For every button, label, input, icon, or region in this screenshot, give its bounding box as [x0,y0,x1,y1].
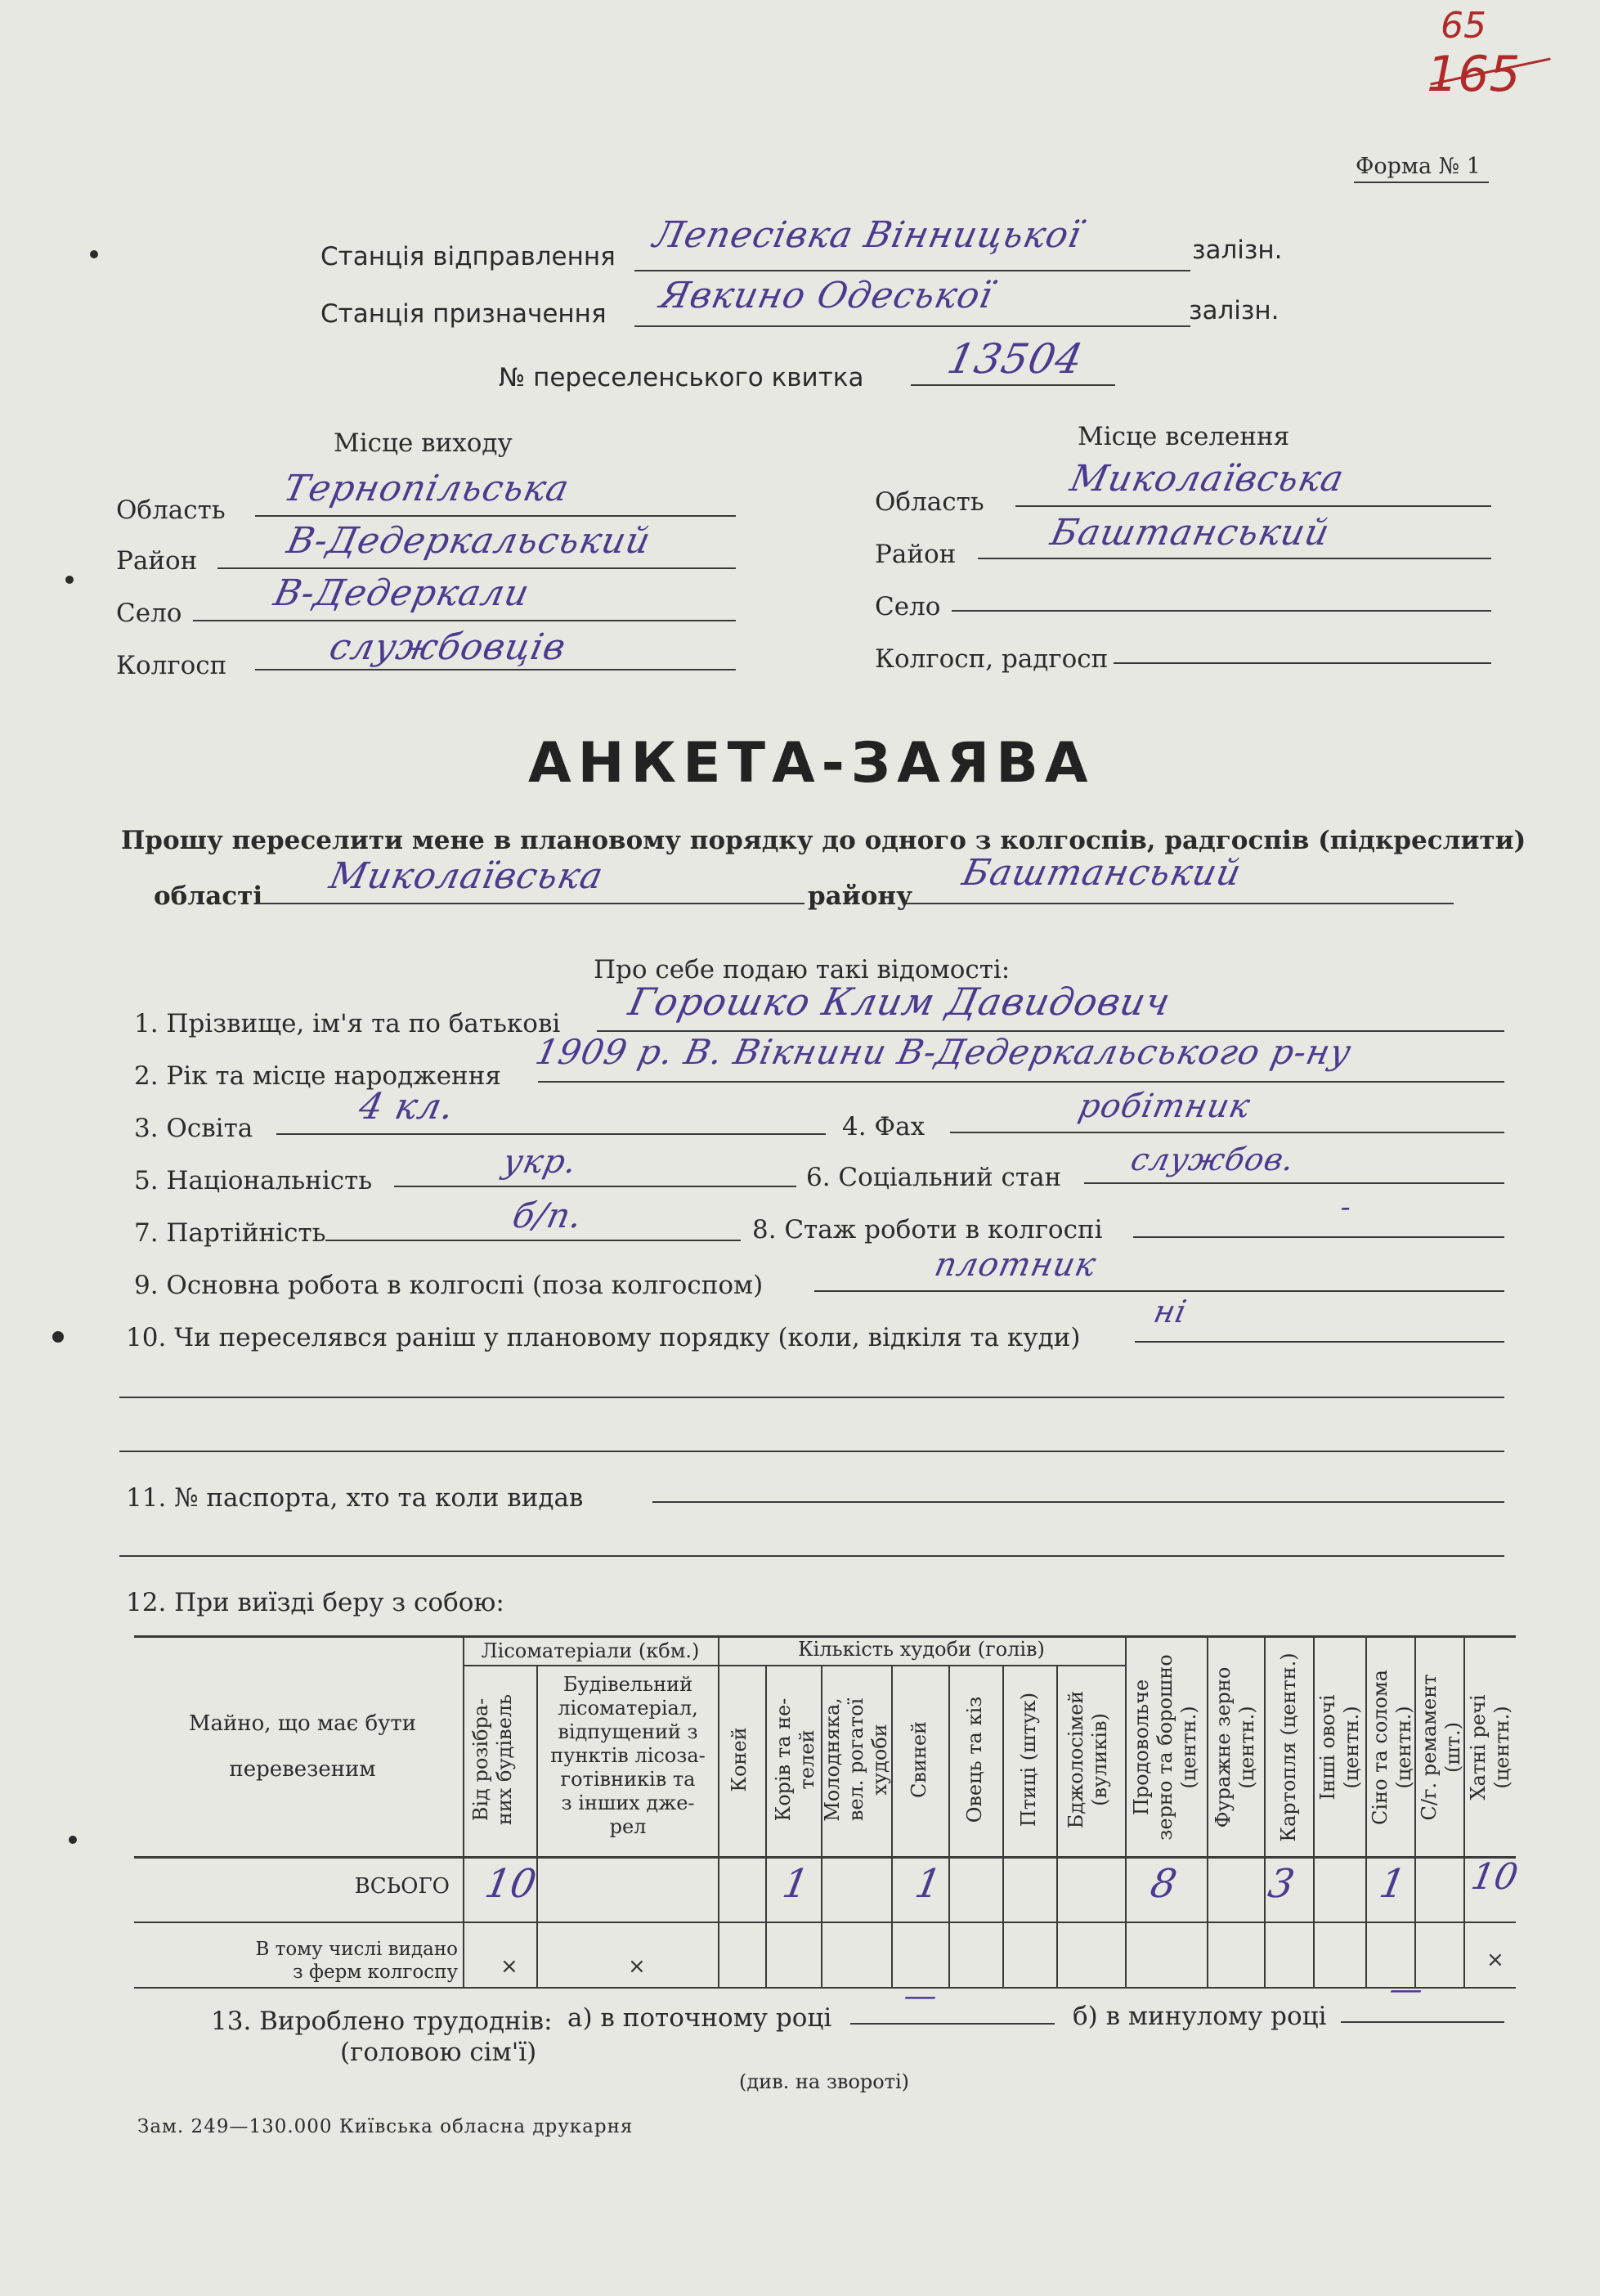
dest-oblast-value: Миколаївська [1066,458,1348,500]
request-raion-label: району [808,881,912,911]
col-hay-header: Сіно та солома (центн.) [1369,1670,1415,1825]
dest-selo-label: Село [875,592,941,621]
issued-household-cross: × [1486,1948,1504,1972]
total-household-value: 10 [1468,1856,1522,1898]
punch-hole [90,250,98,258]
field-2-value: 1909 р. В. Вікнини В-Дедеркальського р-ну [531,1032,1356,1072]
col-cows-header: Корів та не- телей [772,1697,818,1822]
col-building-header: Будівельний лісоматеріал, відпущений з пунктів лісоза- готівників та з інших дже- рел [550,1673,706,1838]
dest-kolhosp-label: Колгосп, радгосп [875,644,1109,674]
origin-oblast-label: Область [116,496,226,525]
col-veg-header: Інші овочі (центн.) [1316,1694,1363,1800]
field-5-value: укр. [500,1143,581,1181]
field-5-label: 5. Національність [134,1166,373,1195]
total-hay-value: 1 [1376,1861,1410,1907]
field-9-value: плотник [931,1246,1100,1284]
archive-number-bottom: 165 [1427,46,1521,103]
punch-hole [52,1331,64,1343]
col-potato-header: Картопля (центн.) [1277,1652,1300,1842]
field-7-label: 7. Партійність [134,1218,326,1248]
dest-oblast-label: Область [875,487,984,517]
archive-number-top: 65 [1441,5,1486,47]
col-demolished-header: Від розібра- них будівель [469,1693,516,1826]
workdays-label: 13. Вироблено трудоднів: [211,2007,553,2036]
departure-station-label: Станція відправлення [320,242,616,271]
field-6-label: 6. Соціальний стан [806,1163,1062,1192]
col-sheep-header: Овець та кіз [963,1696,986,1823]
workdays-a-label: а) в поточному році [567,2003,832,2033]
row-issued-label: В тому числі видано з ферм колгоспу [255,1939,458,1983]
col-pigs-header: Свиней [908,1720,930,1799]
origin-kolhosp-value: службовців [325,626,570,668]
origin-kolhosp-label: Колгосп [116,651,227,680]
row-total-label: ВСЬОГО [354,1874,450,1899]
field-10-label: 10. Чи переселявся раніш у плановому порядку (коли, відкіля та куди) [126,1323,1081,1352]
col-grain-header: Продовольче зерно та борошно (центн.) [1130,1654,1200,1841]
workdays-b-label: б) в минулому році [1073,2002,1327,2031]
origin-heading: Місце виходу [334,428,513,458]
group-timber-header: Лісоматеріали (кбм.) [481,1639,700,1662]
col-bees-header: Бджолосімей (вуликів) [1064,1690,1111,1829]
request-raion-value: Баштанський [958,852,1246,894]
col-tools-header: С/г. ремамент (шт.) [1418,1674,1464,1821]
field-8-label: 8. Стаж роботи в колгоспі [752,1215,1103,1244]
field-4-value: робітник [1075,1087,1254,1125]
origin-oblast-value: Тернопільська [280,468,573,509]
railway-label: залізн. [1189,296,1280,325]
field-3-label: 3. Освіта [134,1114,253,1143]
form-label: Форма № 1 [1356,154,1481,179]
punch-hole [65,576,74,584]
field-11-label: 11. № паспорта, хто та коли видав [126,1483,584,1513]
intro-text: Про себе подаю такі відомості: [594,955,1011,984]
total-pigs-value: 1 [912,1861,945,1907]
ticket-value: 13504 [943,335,1088,383]
total-demolished-value: 10 [482,1861,540,1907]
field-12-label: 12. При виїзді беру з собою: [126,1588,504,1617]
destination-heading: Місце вселення [1078,422,1290,451]
dest-raion-label: Район [875,540,957,569]
destination-station-value: Явкино Одеської [656,275,997,316]
field-8-value: - [1337,1191,1356,1224]
punch-hole [69,1836,77,1844]
col-birds-header: Птиці (штук) [1017,1692,1040,1827]
total-cows-value: 1 [779,1861,813,1907]
total-potato-value: 3 [1265,1861,1298,1907]
origin-raion-value: В-Дедеркальський [283,520,655,562]
workdays-b-value: — [1386,1971,1427,2008]
field-7-value: б/п. [509,1195,587,1235]
col-young-header: Молодняка, вел. рогатої худоби [821,1697,891,1822]
workdays-sub: (головою сім'ї) [340,2038,537,2067]
total-grain-value: 8 [1147,1861,1181,1907]
departure-station-value: Лепесівка Вінницької [649,214,1086,256]
destination-station-label: Станція призначення [320,299,607,329]
field-1-label: 1. Прізвище, ім'я та по батькові [134,1009,561,1038]
request-oblast-label: області [154,881,263,911]
request-line: Прошу переселити мене в плановому порядку до одного з колгоспів, радгоспів (підкреслити) [121,826,1526,855]
workdays-a-value: — [900,1977,942,2015]
field-3-value: 4 кл. [355,1086,459,1128]
railway-label: залізн. [1192,235,1283,265]
field-2-label: 2. Рік та місце народження [134,1061,501,1091]
field-9-label: 9. Основна робота в колгоспі (поза колгоспом) [134,1271,764,1300]
col-fodder-header: Фуражне зерно (центн.) [1212,1666,1258,1828]
issued-building-cross: × [628,1954,646,1979]
form-title: АНКЕТА-ЗАЯВА [528,731,1095,796]
field-6-value: службов. [1127,1141,1298,1177]
dest-raion-value: Баштанський [1046,512,1334,554]
field-1-value: Горошко Клим Давидович [625,980,1175,1024]
issued-demolished-cross: × [500,1954,518,1979]
origin-selo-value: В-Дедеркали [270,572,534,614]
col-horses-header: Коней [728,1727,751,1792]
field-10-value: ні [1150,1294,1190,1330]
origin-selo-label: Село [116,599,182,628]
ticket-label: № переселенського квитка [499,363,864,392]
origin-raion-label: Район [116,546,198,576]
field-4-label: 4. Фах [842,1112,925,1141]
group-livestock-header: Кількість худоби (голів) [798,1638,1045,1661]
col-household-header: Хатні речі (центн.) [1467,1694,1513,1800]
print-info: Зам. 249—130.000 Київська обласна друкарня [137,2116,634,2137]
col-property-header: Майно, що має бути перевезеним [188,1711,417,1782]
footer-note: (див. на звороті) [739,2070,910,2093]
request-oblast-value: Миколаївська [325,855,607,897]
